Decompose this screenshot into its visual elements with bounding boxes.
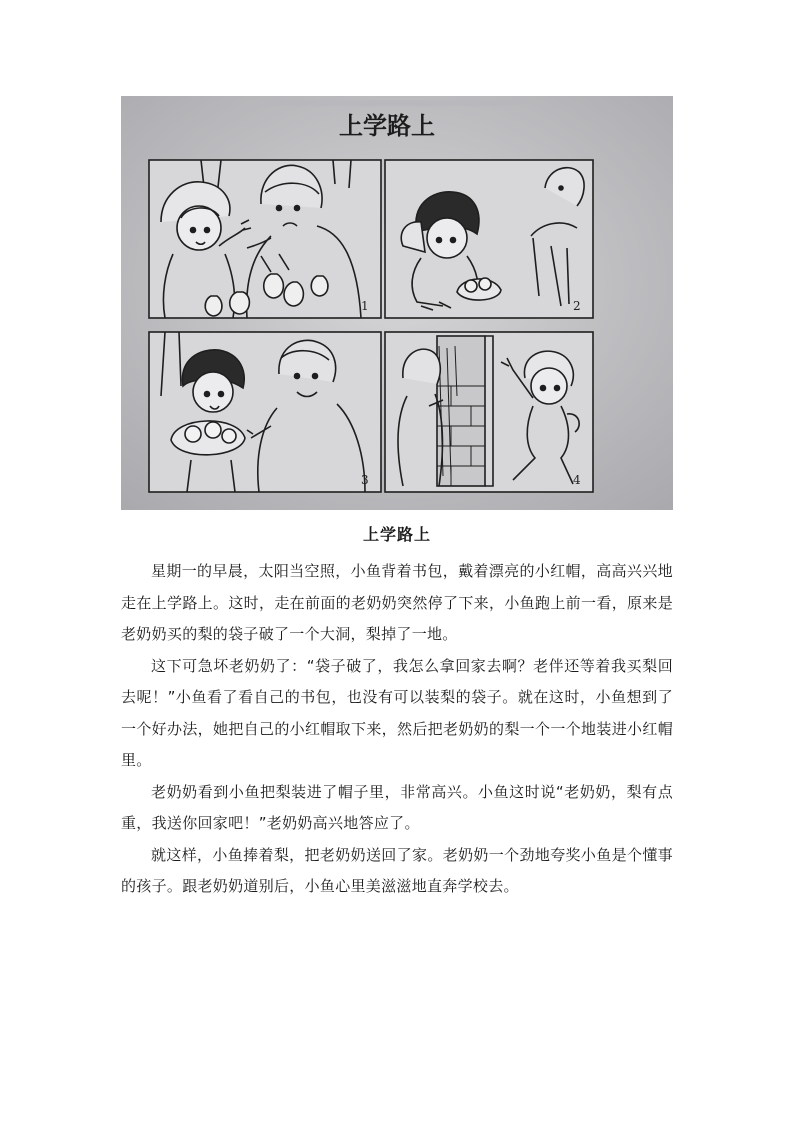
comic-illustration: [121, 96, 673, 510]
panel-number-4: 4: [573, 473, 581, 487]
story-text: [121, 556, 673, 903]
panel-number-1: 1: [361, 299, 369, 313]
comic-strip-photo: [121, 96, 673, 510]
panel-4: [385, 332, 593, 492]
paragraph-2: 这下可急坏老奶奶了：“袋子破了，我怎么拿回家去啊？老伴还等着我买梨回去呢！”小鱼看了看自己的书包，也没有可以装梨的袋子。就在这时，小鱼想到了一个好办法，她把自己的小红帽取下来，然后把老奶奶的梨一个一个地装进小红帽里。: [121, 656, 673, 769]
document-title: 上学路上: [362, 525, 431, 544]
paragraph-3: 老奶奶看到小鱼把梨装进了帽子里，非常高兴。小鱼这时说“老奶奶，梨有点重，我送你回家吧！”老奶奶高兴地答应了。: [121, 782, 673, 832]
paragraph-1: 星期一的早晨，太阳当空照，小鱼背着书包，戴着漂亮的小红帽，高高兴兴地走在上学路上。这时，走在前面的老奶奶突然停了下来，小鱼跑上前一看，原来是老奶奶买的梨的袋子破了一个大洞，梨掉了一地。: [121, 562, 673, 643]
panel-3: [149, 332, 381, 492]
paragraph-4: 就这样，小鱼捧着梨，把老奶奶送回了家。老奶奶一个劲地夸奖小鱼是个懂事的孩子。跟老奶奶道别后，小鱼心里美滋滋地直奔学校去。: [121, 845, 673, 895]
panel-1: [149, 160, 381, 318]
panel-number-3: 3: [361, 473, 369, 487]
picture-title: 上学路上: [339, 111, 435, 140]
panel-2: [385, 160, 593, 318]
panel-number-2: 2: [573, 299, 581, 313]
